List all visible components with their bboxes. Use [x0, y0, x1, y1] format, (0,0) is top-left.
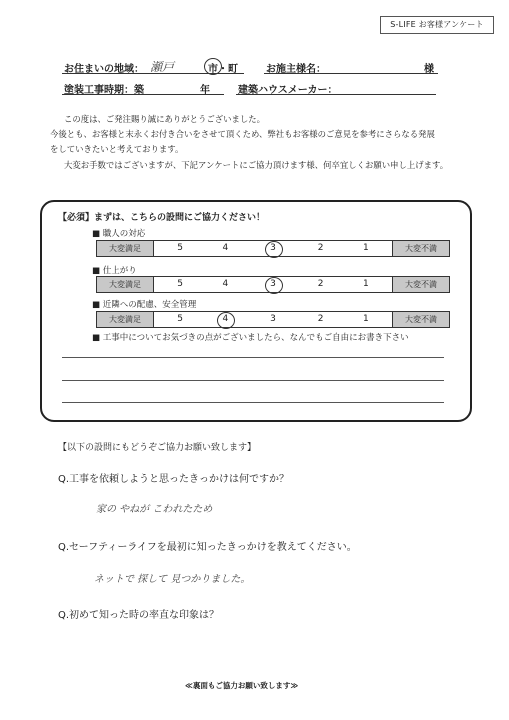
scale-right-label: 大変不満: [392, 312, 449, 327]
rating-1[interactable]: 1: [362, 243, 369, 253]
comment-line-1[interactable]: [62, 357, 444, 358]
area-underline: [62, 73, 244, 74]
selected-rating-circle: [265, 241, 283, 258]
rating-4[interactable]: 4: [222, 314, 229, 324]
period-unit: 年: [200, 85, 210, 96]
rating-1[interactable]: 1: [362, 279, 369, 289]
rating-1[interactable]: 1: [362, 314, 369, 324]
answer-2: ネットで 探して 見つかりました。: [94, 574, 251, 585]
selected-rating-circle: [265, 277, 283, 294]
rating-5[interactable]: 5: [177, 243, 184, 253]
comment-label: ■ 工事中についてお気づきの点がございましたら、なんでもご自由にお書き下さい: [92, 333, 409, 343]
rating-2[interactable]: 2: [317, 314, 324, 324]
rating-scale-finish: [96, 276, 450, 293]
rating-2[interactable]: 2: [317, 243, 324, 253]
rating-3[interactable]: 3: [270, 279, 276, 289]
period-label: 塗装工事時期：築: [64, 85, 144, 96]
required-heading: 【必須】まずは、こちらの設問にご協力ください！: [58, 213, 266, 223]
answer-1: 家の やねが こわれたため: [96, 504, 213, 515]
city-town-mark: 市・町: [208, 64, 238, 75]
rating-5[interactable]: 5: [177, 279, 184, 289]
intro-line-2: 今後とも、お客様と末永くお付き合いをさせて頂くため、弊社もお客様のご意見を参考にさらなる発展: [50, 129, 435, 139]
item-label-craftsman: ■ 職人の対応: [92, 229, 146, 239]
rating-4[interactable]: 4: [222, 243, 229, 253]
rating-scale-safety: [96, 311, 450, 328]
rating-scale-craftsman: [96, 240, 450, 257]
maker-underline: [236, 94, 436, 95]
item-label-finish: ■ 仕上がり: [92, 266, 137, 276]
question-3: Q.初めて知った時の率直な印象は？: [58, 610, 220, 621]
footer-note: ≪裏面もご協力お願い致します≫: [185, 681, 299, 690]
question-2: Q.セーフティーライフを最初に知ったきっかけを教えてください。: [58, 542, 357, 553]
scale-left-label: 大変満足: [97, 312, 154, 327]
rating-3[interactable]: 3: [270, 243, 276, 253]
item-label-safety: ■ 近隣への配慮、安全管理: [92, 300, 197, 310]
rating-3[interactable]: 3: [270, 314, 276, 324]
name-label: お施主様名：: [266, 64, 326, 75]
rating-4[interactable]: 4: [222, 279, 229, 289]
maker-label: 建築ハウスメーカー：: [238, 85, 338, 96]
area-label: お住まいの地域：: [64, 64, 144, 75]
rating-2[interactable]: 2: [317, 279, 324, 289]
period-underline: [62, 94, 224, 95]
intro-line-4: 大変お手数ではございますが、下記アンケートにご協力頂けます様、何卒宜しくお願い申し上げます。: [64, 160, 449, 170]
scale-left-label: 大変満足: [97, 277, 154, 292]
rating-5[interactable]: 5: [177, 314, 184, 324]
optional-heading: 【以下の設問にもどうぞご協力お願い致します】: [58, 443, 257, 453]
name-underline: [264, 73, 438, 74]
scale-right-label: 大変不満: [392, 241, 449, 256]
name-suffix: 様: [424, 64, 434, 75]
comment-line-3[interactable]: [62, 402, 444, 403]
question-1: Q.工事を依頼しようと思ったきっかけは何ですか？: [58, 474, 290, 485]
survey-title-tag: S-LIFE お客様アンケート: [380, 16, 494, 34]
scale-left-label: 大変満足: [97, 241, 154, 256]
comment-line-2[interactable]: [62, 380, 444, 381]
intro-line-1: この度は、ご発注賜り誠にありがとうございました。: [64, 114, 265, 124]
scale-right-label: 大変不満: [392, 277, 449, 292]
intro-line-3: をしていきたいと考えております。: [50, 144, 184, 154]
area-value: 瀬戸: [150, 60, 175, 74]
